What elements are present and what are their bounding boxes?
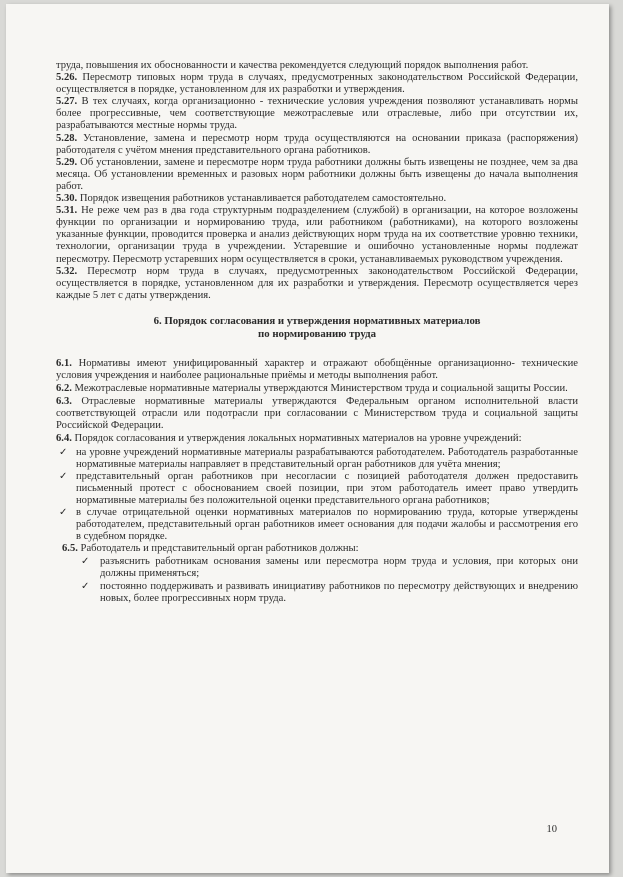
list-item-text: постоянно поддерживать и развивать инициативу работников по пересмотру действующих и внедрению новых, более прогрессивных норм труда. — [100, 580, 578, 604]
item-number: 5.27. — [56, 96, 78, 108]
item-6-2 — [56, 383, 578, 395]
list-item — [56, 471, 578, 507]
list-item — [78, 556, 578, 580]
section-6-items — [56, 358, 578, 605]
item-number: 6.3. — [56, 396, 72, 408]
item-text: Порядок согласования и утверждения локальных нормативных материалов на уровне учреждений: — [74, 433, 522, 445]
item-5-29 — [56, 157, 578, 193]
item-5-28 — [56, 133, 578, 157]
item-5-30 — [56, 193, 578, 205]
item-text: Отраслевые нормативные материалы утверждаются Федеральным органом исполнительной власти соответствующей отрасли или подотрасли при согласовании с Министерством труда и социальной защиты Российской Федерации. — [56, 396, 578, 432]
item-text: Пересмотр норм труда в случаях, предусмотренных законодательством Российской Федерации, осуществляется в порядке, установленном для их разработки и утверждения. Пересмотр осуществляется через каждые 5 лет с даты утверждения. — [56, 265, 578, 301]
section-6-heading-line2: по нормированию труда — [258, 327, 376, 340]
paragraph-continuation: труда, повышения их обоснованности и качества рекомендуется следующий порядок выполнения работ. — [56, 60, 529, 71]
item-5-31 — [56, 205, 578, 265]
item-6-1 — [56, 358, 578, 382]
list-item — [56, 507, 578, 543]
item-number: 6.2. — [56, 383, 72, 395]
item-5-27 — [56, 96, 578, 132]
list-item-text: разъяснить работникам основания замены или пересмотра норм труда и условия, при которых они должны применяться; — [100, 556, 578, 580]
item-number: 6.4. — [56, 433, 72, 445]
item-number: 5.32. — [56, 265, 78, 277]
list-item-text: в случае отрицательной оценки нормативных материалов по нормированию труда, которые утверждены работодателем, представительный орган работников имеет основания для подачи жалобы и рассмотрения его в судебном порядке. — [76, 507, 578, 543]
checkmark-icon: ✓ — [59, 507, 68, 518]
checklist-6-4 — [56, 447, 578, 544]
item-text: Установление, замена и пересмотр норм труда осуществляются на основании приказа (распоряжения) работодателя с учётом мнения представительного органа работников. — [56, 132, 578, 156]
item-text: Межотраслевые нормативные материалы утверждаются Министерством труда и социальной защиты России. — [74, 383, 568, 395]
item-number: 5.28. — [56, 132, 78, 144]
item-number: 5.30. — [56, 193, 78, 205]
section-6-heading — [56, 315, 578, 341]
section-5-items — [56, 72, 578, 302]
document-body — [56, 60, 578, 605]
item-text: Порядок извещения работников устанавливается работодателем самостоятельно. — [79, 193, 447, 205]
item-6-3 — [56, 396, 578, 432]
checklist-6-5 — [78, 556, 578, 604]
list-item — [56, 447, 578, 471]
item-5-26 — [56, 72, 578, 96]
item-text: Пересмотр типовых норм труда в случаях, предусмотренных законодательством Российской Федерации, осуществляется в порядке, установленном для их разработки и утверждения. — [56, 72, 578, 96]
item-number: 5.31. — [56, 205, 78, 217]
item-text: В тех случаях, когда организационно - технические условия учреждения позволяют устанавливать нормы более прогрессивные, чем соответствующие межотраслевые или отраслевые, либо при отсутствии их, разрабатываются местные нормы труда. — [56, 96, 579, 132]
item-number: 6.5. — [62, 543, 78, 555]
checkmark-icon: ✓ — [59, 446, 68, 458]
item-text: Не реже чем раз в два года структурным подразделением (службой) в организации, на которое возложены функции по организации и нормированию труда, или работником (работниками), на которого возложены указанные функции, проводится проверка и анализ действующих норм труда на их соответствие уровню техники, технологии, организации труда в учреждении. Устаревшие и ошибочно установленные нормы подлежат пересмотру. Пересмотр устаревших норм осуществляется в сроки, устанавливаемых руководством учреждения. — [56, 205, 578, 265]
checkmark-icon: ✓ — [81, 556, 90, 568]
section-6-heading-line1: 6. Порядок согласования и утверждения нормативных материалов — [153, 314, 481, 327]
list-item-text: представительный орган работников при несогласии с позицией работодателя должен предоставить письменный протест с обоснованием своей позиции, при этом работодатель имеет право утвердить нормативные материалы без положительной оценки представительного органа работников; — [76, 470, 578, 506]
list-item — [78, 581, 578, 605]
item-5-32 — [56, 266, 578, 302]
item-6-4 — [56, 433, 578, 445]
item-number: 5.26. — [56, 72, 78, 84]
item-text: Об установлении, замене и пересмотре норм труда работники должны быть извещены не позднее, чем за два месяца. Об установлении временных и разовых норм работники должны быть извещены до начала выполнения работ. — [56, 156, 578, 192]
page-number: 10 — [546, 824, 557, 835]
document-page — [6, 4, 609, 873]
item-number: 5.29. — [56, 156, 78, 168]
item-text: Работодатель и представительный орган работников должны: — [80, 543, 359, 555]
item-number: 6.1. — [56, 357, 72, 369]
item-6-5 — [62, 543, 578, 555]
item-text: Нормативы имеют унифицированный характер и отражают обобщённые организационно- технические условия учреждения и наиболее рациональные приёмы и методы выполнения работ. — [56, 357, 579, 381]
checkmark-icon: ✓ — [59, 470, 68, 482]
checkmark-icon: ✓ — [81, 580, 90, 592]
list-item-text: на уровне учреждений нормативные материалы разрабатываются работодателем. Работодатель разработанные нормативные материалы направляет в представительный орган работников для учёта мнения; — [76, 446, 578, 470]
